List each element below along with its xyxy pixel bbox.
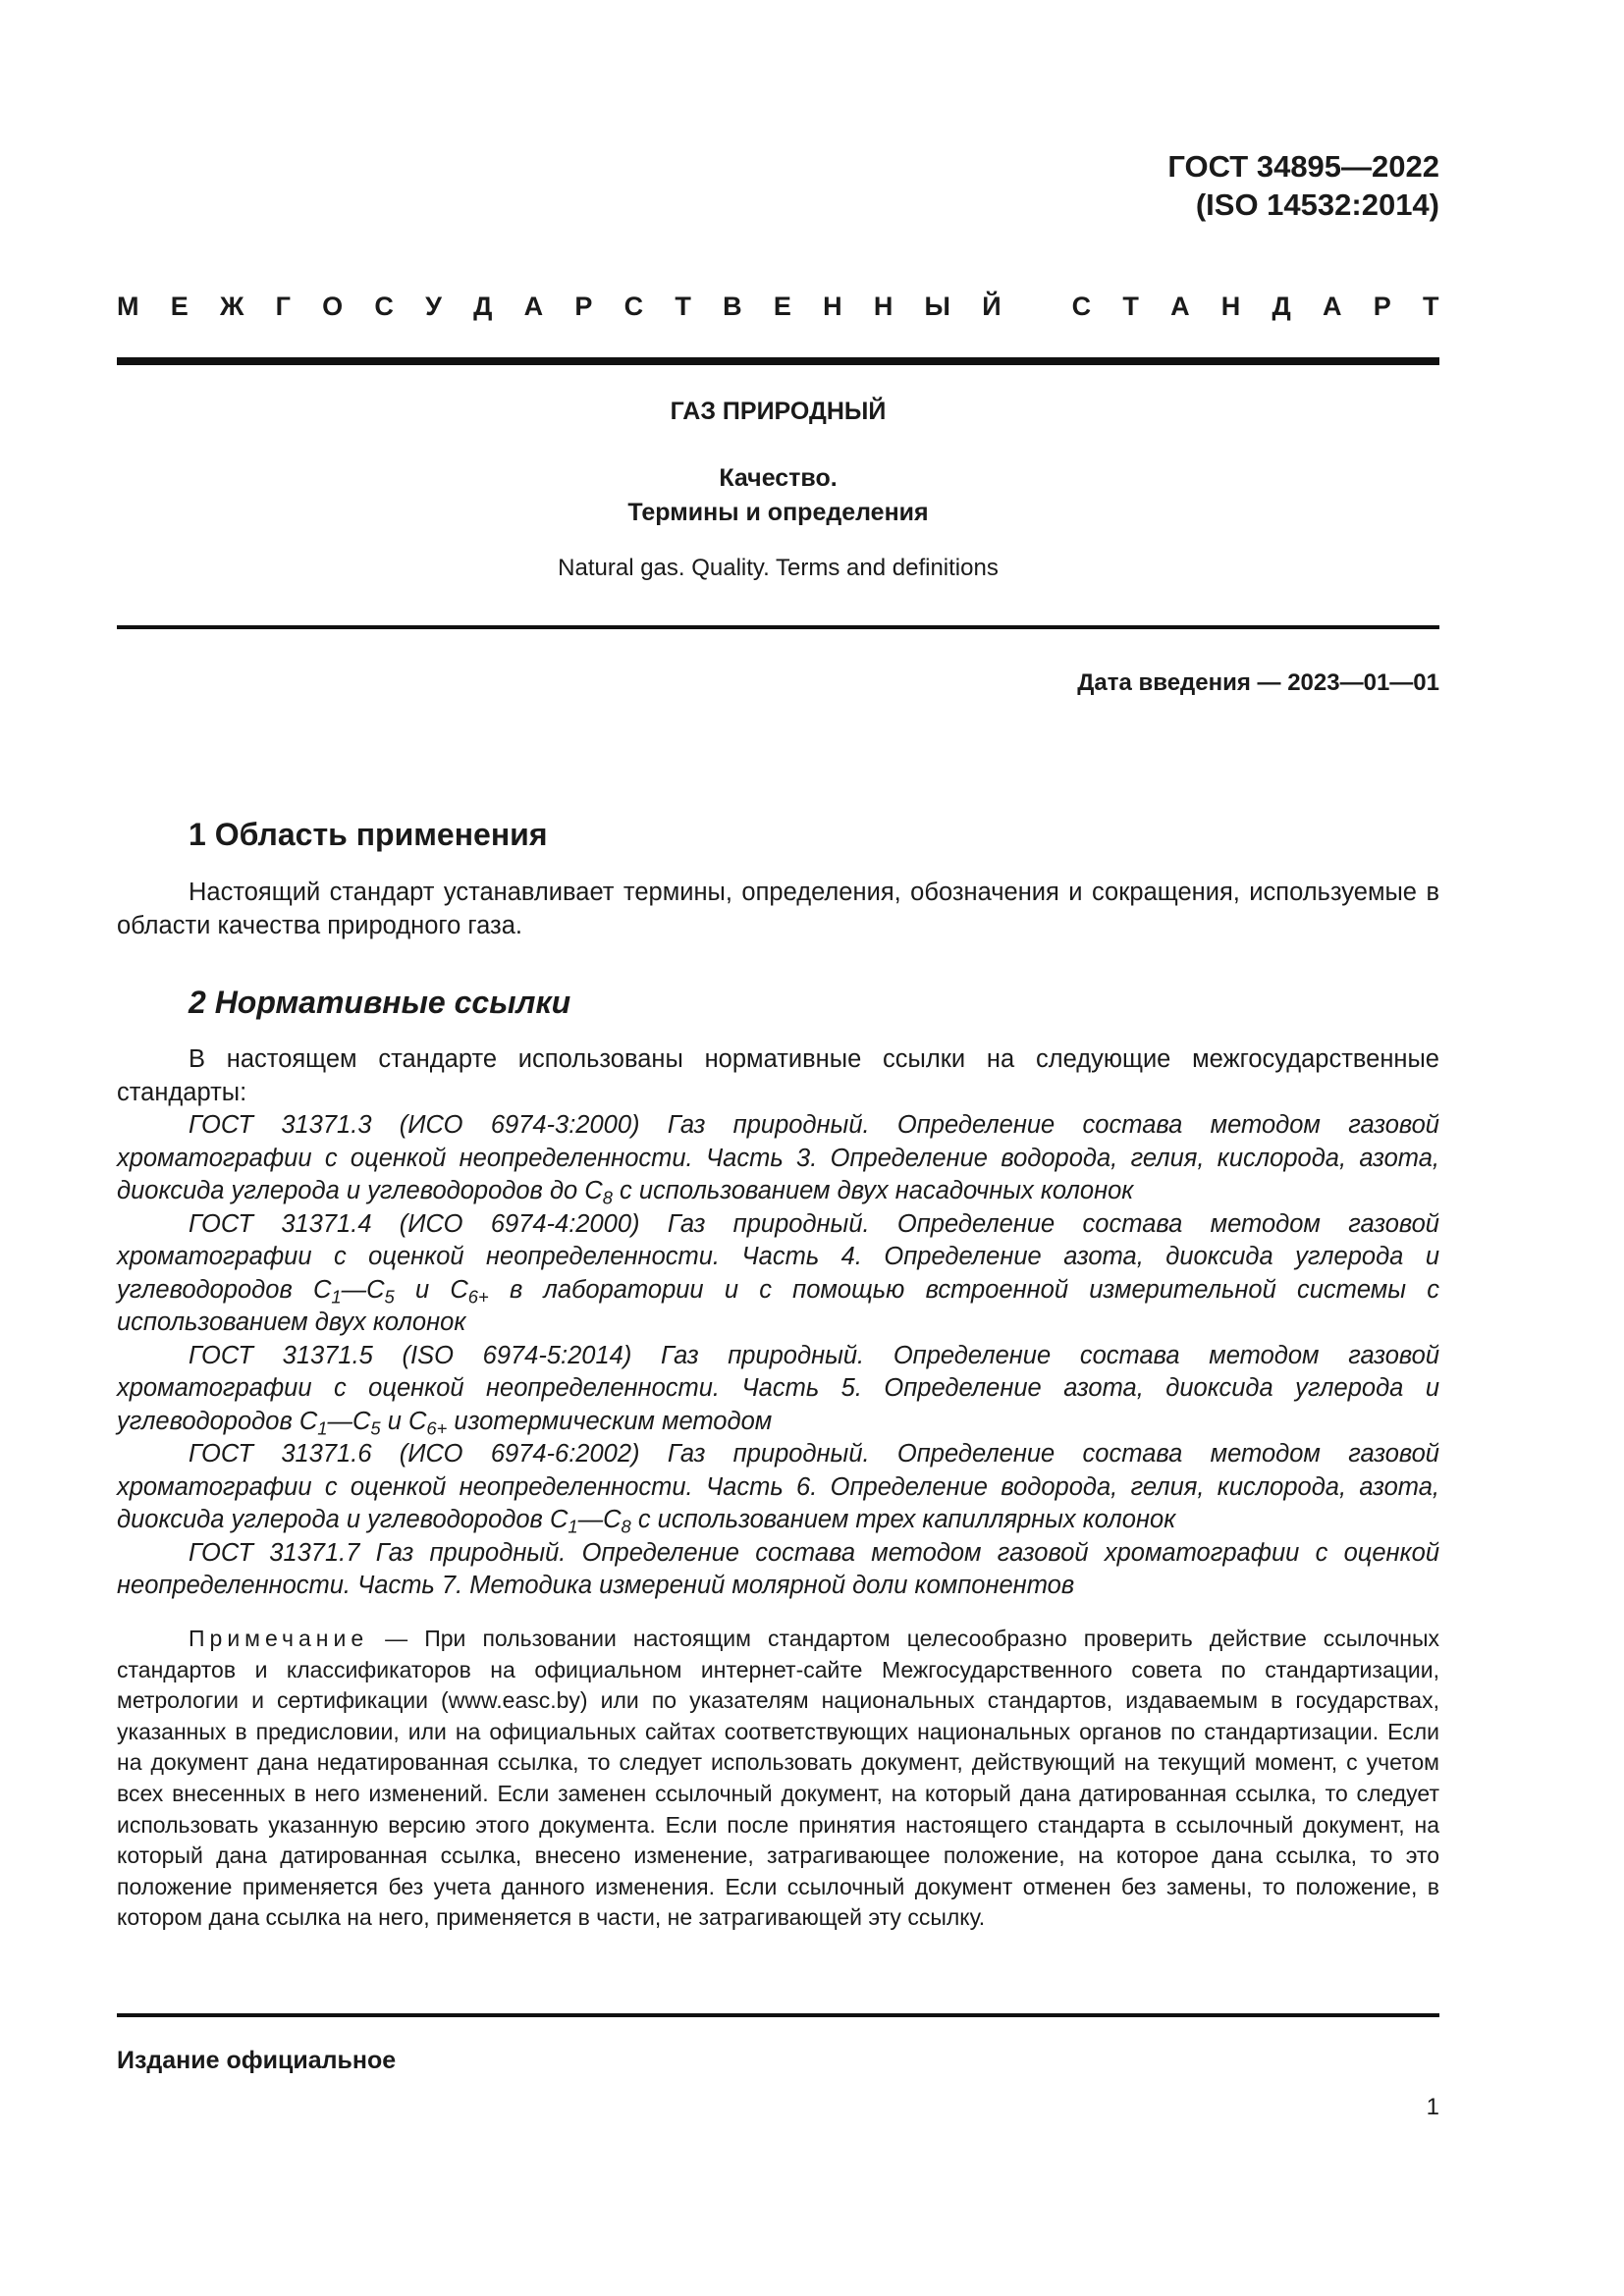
subtitle-line-1: Качество. bbox=[719, 464, 838, 492]
section-2-body bbox=[117, 1043, 1439, 1603]
reference-text: и C bbox=[394, 1275, 468, 1304]
subscript: 1 bbox=[568, 1516, 578, 1537]
subscript: 6+ bbox=[426, 1417, 448, 1438]
heading-letter: В bbox=[723, 292, 742, 321]
reference-text: —C bbox=[341, 1275, 385, 1304]
heading-letter: Ы bbox=[924, 292, 951, 321]
section-1-body bbox=[117, 877, 1439, 942]
heading-letter: С bbox=[374, 292, 395, 321]
reference-text: Газ природный. Определение состава методом газовой хроматографии с оценкой неопределенности. Часть 6. Определение водорода, гелия, кислорода, азота, диоксида углерода и углеводородов C bbox=[117, 1440, 1439, 1533]
subscript: 5 bbox=[384, 1286, 395, 1307]
title-rule bbox=[117, 625, 1439, 629]
reference-text: с использованием двух насадочных колонок bbox=[612, 1177, 1134, 1204]
heading-letter: А bbox=[523, 292, 544, 321]
reference-item bbox=[117, 1208, 1439, 1340]
heading-letter: Т bbox=[1122, 292, 1140, 321]
reference-code: ГОСТ 31371.4 (ИСО 6974-4:2000) bbox=[189, 1209, 640, 1238]
note-text: — При пользовании настоящим стандартом целесообразно проверить действие ссылочных стандартов и классификаторов на официальном интернет-сайте Межгосударственного совета по стандартизации, метрологии и сертификации (www.easc.by) или по указателям национальных стандартов, издаваемым в государствах, указанных в предисловии, или на официальных сайтах соответствующих национальных органов по стандартизации. Если на документ дана недатированная ссылка, то следует использовать документ, действующий на текущий момент, с учетом всех внесенных в него изменений. Если заменен ссылочный документ, на который дана датированная ссылка, то следует использовать указанную версию этого документа. Если после принятия настоящего стандарта в ссылочный документ, на который дана датированная ссылка, внесено изменение, затрагивающее положение, на которое дана ссылка, то это положение применяется без учета данного изменения. Если ссылочный документ отменен без замены, то положение, в котором дана ссылка на него, применяется в части, не затрагивающей эту ссылку. bbox=[117, 1626, 1439, 1931]
page-number: 1 bbox=[1426, 2094, 1439, 2120]
iso-number: (ISO 14532:2014) bbox=[1195, 187, 1439, 222]
reference-code: ГОСТ 31371.5 (ISO 6974-5:2014) bbox=[189, 1341, 632, 1369]
heading-letter: Е bbox=[773, 292, 792, 321]
reference-text: Газ природный. Определение состава методом газовой хроматографии с оценкой неопределенности. Часть 5. Определение азота, диоксида углерода и углеводородов C bbox=[117, 1341, 1439, 1435]
reference-text: Газ природный. Определение состава методом газовой хроматографии с оценкой неопределенности. Часть 4. Определение азота, диоксида углерода и углеводородов C bbox=[117, 1209, 1439, 1304]
heading-letter: Р bbox=[574, 292, 593, 321]
subtitle-line-2: Термины и определения bbox=[627, 499, 929, 526]
subscript: 6+ bbox=[467, 1286, 489, 1307]
reference-text: с использованием трех капиллярных колонок bbox=[630, 1506, 1176, 1533]
standard-title: ГАЗ ПРИРОДНЫЙ bbox=[670, 398, 887, 425]
heading-letter: Д bbox=[1272, 292, 1292, 321]
subscript: 8 bbox=[621, 1516, 631, 1537]
heading-letter: Е bbox=[170, 292, 189, 321]
reference-item bbox=[117, 1340, 1439, 1439]
heading-letter: С bbox=[623, 292, 644, 321]
subscript: 1 bbox=[331, 1286, 342, 1307]
subscript: 5 bbox=[370, 1417, 381, 1438]
reference-text: Газ природный. Определение состава методом газовой хроматографии с оценкой неопределенности. Часть 7. Методика измерений молярной доли компонентов bbox=[117, 1538, 1439, 1599]
section-2-intro: В настоящем стандарте использованы нормативные ссылки на следующие межгосударственные стандарты: bbox=[117, 1045, 1439, 1106]
reference-item bbox=[117, 1537, 1439, 1603]
heading-letter: А bbox=[1170, 292, 1190, 321]
gost-number: ГОСТ 34895—2022 bbox=[1167, 149, 1439, 184]
note-block bbox=[117, 1624, 1439, 1934]
heading-letter: Й bbox=[982, 292, 1002, 321]
reference-item bbox=[117, 1109, 1439, 1208]
reference-text: —C bbox=[577, 1506, 622, 1533]
section-1-heading: 1 Область применения bbox=[189, 817, 548, 852]
reference-code: ГОСТ 31371.3 (ИСО 6974-3:2000) bbox=[189, 1111, 640, 1139]
reference-item bbox=[117, 1438, 1439, 1537]
normative-references-list bbox=[117, 1109, 1439, 1603]
reference-text: Газ природный. Определение состава методом газовой хроматографии с оценкой неопределенности. Часть 3. Определение водорода, гелия, кислорода, азота, диоксида углерода и углеводородов до C bbox=[117, 1111, 1439, 1204]
footer-rule bbox=[117, 2013, 1439, 2017]
section-2-heading: 2 Нормативные ссылки bbox=[189, 985, 571, 1020]
heading-letter: Т bbox=[675, 292, 692, 321]
heading-letter: Г bbox=[275, 292, 292, 321]
reference-text: изотермическим методом bbox=[447, 1407, 773, 1435]
heading-letter: Р bbox=[1373, 292, 1392, 321]
heading-letter: Н bbox=[1220, 292, 1241, 321]
interstate-standard-heading bbox=[117, 292, 1439, 322]
heading-letter: О bbox=[322, 292, 344, 321]
heading-letter: А bbox=[1323, 292, 1342, 321]
reference-text: в лаборатории и с помощью встроенной измерительной системы с использованием двух колонок bbox=[117, 1275, 1439, 1336]
heading-letter: У bbox=[425, 292, 443, 321]
heading-letter: Д bbox=[473, 292, 493, 321]
heading-letter: Т bbox=[1422, 292, 1439, 321]
reference-text: и C bbox=[380, 1407, 427, 1435]
english-title: Natural gas. Quality. Terms and definitions bbox=[558, 555, 999, 581]
reference-code: ГОСТ 31371.7 bbox=[189, 1538, 360, 1567]
section-1-text: Настоящий стандарт устанавливает термины, определения, обозначения и сокращения, используемые в области качества природного газа. bbox=[117, 879, 1439, 939]
heading-word-gap bbox=[1033, 292, 1041, 322]
reference-text: —C bbox=[327, 1407, 371, 1435]
reference-code: ГОСТ 31371.6 (ИСО 6974-6:2002) bbox=[189, 1440, 640, 1468]
heading-letter: Ж bbox=[219, 292, 244, 321]
official-edition: Издание официальное bbox=[117, 2047, 397, 2074]
heading-letter: Н bbox=[873, 292, 893, 321]
gost-number-block bbox=[1167, 147, 1439, 224]
header-rule bbox=[117, 357, 1439, 365]
heading-letter: М bbox=[117, 292, 139, 321]
note-label: Примечание bbox=[189, 1626, 369, 1651]
subscript: 8 bbox=[602, 1187, 613, 1208]
subscript: 1 bbox=[317, 1417, 328, 1438]
heading-letter: Н bbox=[823, 292, 842, 321]
heading-letter: С bbox=[1071, 292, 1092, 321]
introduction-date: Дата введения — 2023—01—01 bbox=[1077, 669, 1439, 696]
standard-subtitle bbox=[117, 461, 1439, 530]
